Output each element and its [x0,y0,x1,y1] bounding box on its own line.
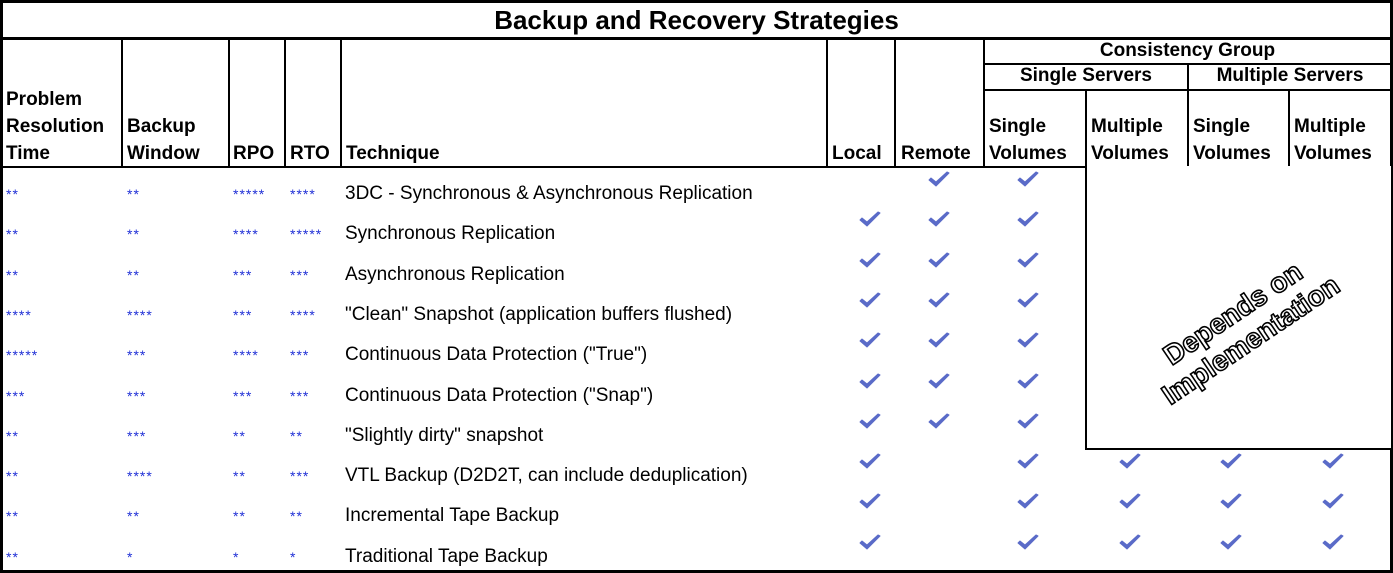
rating-stars: ***** [6,347,39,364]
check-icon [858,413,882,431]
rating-stars: **** [290,306,316,323]
technique-label: VTL Backup (D2D2T, can include deduplication) [345,465,748,487]
rating-stars: *** [233,387,253,404]
header-technique: Technique [346,143,440,164]
rating-stars: ** [290,427,303,444]
header-col-divider [284,39,286,167]
rating-stars: *** [233,306,253,323]
header-multiple-volumes: Multiple Volumes [1091,116,1169,164]
header-single-servers: Single Servers [1019,65,1153,86]
check-icon [1016,292,1040,310]
check-icon [1016,493,1040,511]
header-col-divider [1085,90,1087,167]
rating-stars: ** [6,548,19,565]
check-icon [1016,413,1040,431]
check-icon [1016,453,1040,471]
check-icon [1219,493,1243,511]
page-title: Backup and Recovery Strategies [494,5,899,35]
header-multiple-servers: Multiple Servers [1216,65,1364,86]
header-col-divider [826,39,828,167]
technique-label: Asynchronous Replication [345,263,565,285]
check-icon [1016,211,1040,229]
check-icon [1016,171,1040,189]
rating-stars: *** [233,266,253,283]
header-rto: RTO [290,143,330,164]
rating-stars: *** [290,387,310,404]
check-icon [927,252,951,270]
technique-label: 3DC - Synchronous & Asynchronous Replication [345,183,753,204]
rating-stars: ** [290,508,303,525]
check-icon [858,252,882,270]
check-icon [1321,493,1345,511]
rating-stars: **** [127,306,153,323]
technique-label: "Slightly dirty" snapshot [345,424,544,446]
rating-stars: **** [233,226,259,243]
header-rpo: RPO [233,143,275,164]
rating-stars: ** [233,468,246,485]
check-icon [1016,534,1040,552]
rating-stars: ** [6,186,19,202]
rating-stars: *** [290,347,310,364]
header-problem-resolution-time: Problem Resolution Time [6,89,105,164]
header-col-divider [894,39,896,167]
header-single-volumes: Single Volumes [1193,116,1271,164]
check-icon [858,493,882,511]
rating-stars: ** [127,508,140,525]
rating-stars: * [290,548,297,565]
rating-stars: ***** [233,186,266,202]
header-consistency-group: Consistency Group [1099,40,1276,61]
rating-stars: ** [127,186,140,202]
check-icon [858,332,882,350]
rating-stars: * [127,548,134,565]
rating-stars: ** [233,427,246,444]
rating-stars: ** [6,226,19,243]
header-col-divider [340,39,342,167]
check-icon [1016,332,1040,350]
rating-stars: ***** [290,226,323,243]
depends-on-implementation-label: Depends on Implementation [1156,255,1346,411]
check-icon [927,413,951,431]
check-icon [927,211,951,229]
rating-stars: ** [6,508,19,525]
rating-stars: *** [6,387,26,404]
check-icon [1219,453,1243,471]
rating-stars: ** [233,508,246,525]
check-icon [858,211,882,229]
check-icon [927,373,951,391]
check-icon [927,171,951,189]
rating-stars: *** [127,347,147,364]
technique-label: Traditional Tape Backup [345,545,548,567]
rating-stars: ** [6,266,19,283]
technique-label: Continuous Data Protection ("True") [345,344,648,366]
header-local: Local [832,143,882,164]
rating-stars: ** [6,468,19,485]
rating-stars: **** [127,468,153,485]
rating-stars: ** [6,427,19,444]
check-icon [858,373,882,391]
rating-stars: **** [6,306,32,323]
check-icon [1321,453,1345,471]
rating-stars: ** [127,226,140,243]
header-col-divider [228,39,230,167]
rating-stars: *** [290,468,310,485]
check-icon [927,332,951,350]
check-icon [1118,534,1142,552]
rating-stars: *** [127,387,147,404]
rating-stars: **** [233,347,259,364]
rating-stars: * [233,548,240,565]
check-icon [927,292,951,310]
header-backup-window: Backup Window [127,116,200,164]
check-icon [858,534,882,552]
technique-label: Synchronous Replication [345,223,556,245]
check-icon [858,292,882,310]
check-icon [1016,373,1040,391]
check-icon [1118,453,1142,471]
rating-stars: *** [290,266,310,283]
technique-label: Incremental Tape Backup [345,505,560,527]
rating-stars: *** [127,427,147,444]
check-icon [1118,493,1142,511]
technique-label: "Clean" Snapshot (application buffers flushed) [345,303,733,325]
check-icon [1016,252,1040,270]
header-col-divider [1288,90,1290,167]
rating-stars: **** [290,186,316,202]
header-remote: Remote [901,143,971,164]
header-col-divider [121,39,123,167]
header-multiple-volumes: Multiple Volumes [1294,116,1372,164]
rating-stars: ** [127,266,140,283]
technique-label: Continuous Data Protection ("Snap") [345,384,654,406]
check-icon [1219,534,1243,552]
header-single-volumes: Single Volumes [989,116,1067,164]
check-icon [858,453,882,471]
check-icon [1321,534,1345,552]
